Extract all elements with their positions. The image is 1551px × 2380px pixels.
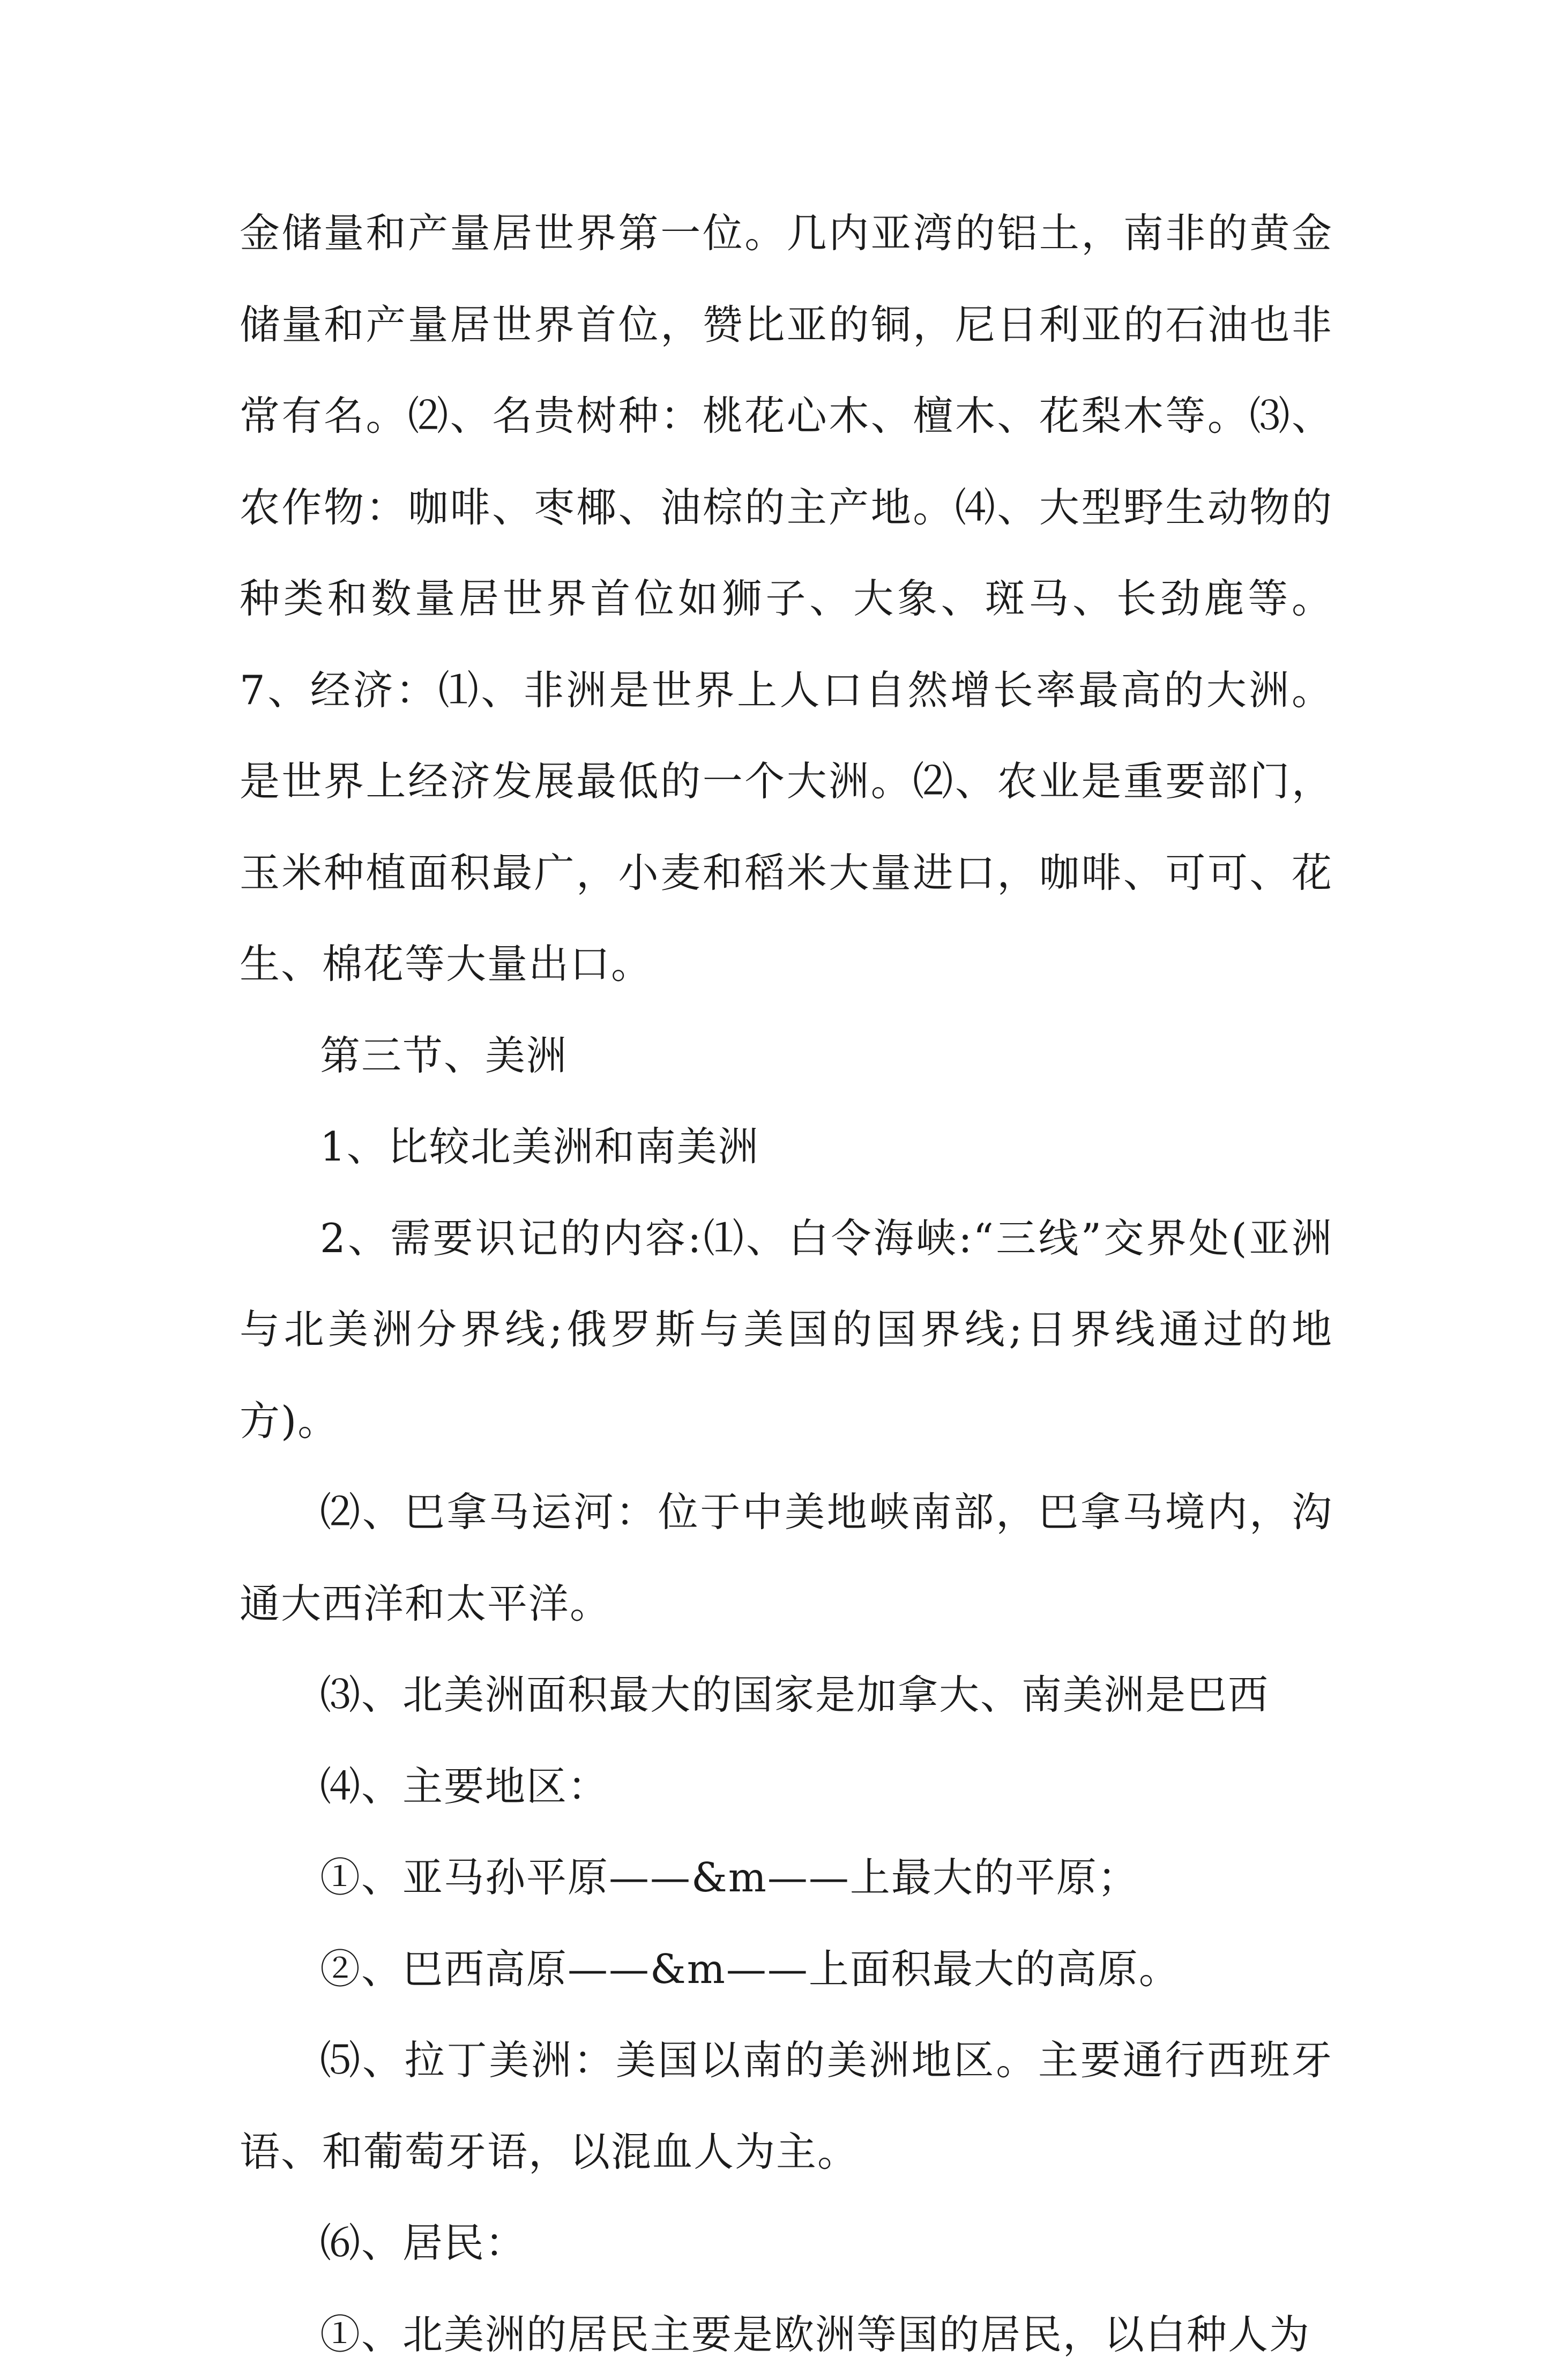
paragraph-bering-strait: 2、需要识记的内容:⑴、白令海峡:“三线”交界处(亚洲与北美洲分界线;俄罗斯与美国的国界线;日界线通过的地方)。 (240, 1193, 1333, 1467)
paragraph-brazilian-plateau: ②、巴西高原——&m——上面积最大的高原。 (240, 1924, 1333, 2015)
paragraph-latin-america: ⑸、拉丁美洲：美国以南的美洲地区。主要通行西班牙语、和葡萄牙语，以混血人为主。 (240, 2015, 1333, 2197)
paragraph-compare-north-south-america: 1、比较北美洲和南美洲 (240, 1101, 1333, 1193)
paragraph-africa-resources-economy: 金储量和产量居世界第一位。几内亚湾的铝土，南非的黄金储量和产量居世界首位，赞比亚的铜，尼日利亚的石油也非常有名。⑵、名贵树种：桃花心木、檀木、花梨木等。⑶、农作物：咖啡、枣椰、油棕的主产地。⑷、大型野生动物的种类和数量居世界首位如狮子、大象、斑马、长劲鹿等。7、经济：⑴、非洲是世界上人口自然增长率最高的大洲。是世界上经济发展最低的一个大洲。⑵、农业是重要部门，玉米种植面积最广，小麦和稻米大量进口，咖啡、可可、花生、棉花等大量出口。 (240, 188, 1333, 1010)
paragraph-north-america-residents: ①、北美洲的居民主要是欧洲等国的居民，以白种人为 (240, 2289, 1333, 2380)
paragraph-panama-canal: ⑵、巴拿马运河：位于中美地峡南部，巴拿马境内，沟通大西洋和太平洋。 (240, 1466, 1333, 1649)
paragraph-residents-heading: ⑹、居民： (240, 2197, 1333, 2289)
document-body (240, 188, 1333, 2380)
paragraph-amazon-plain: ①、亚马孙平原——&m——上最大的平原； (240, 1832, 1333, 1924)
section-heading-americas: 第三节、美洲 (240, 1010, 1333, 1102)
paragraph-main-regions: ⑷、主要地区： (240, 1741, 1333, 1832)
paragraph-largest-countries: ⑶、北美洲面积最大的国家是加拿大、南美洲是巴西 (240, 1649, 1333, 1741)
